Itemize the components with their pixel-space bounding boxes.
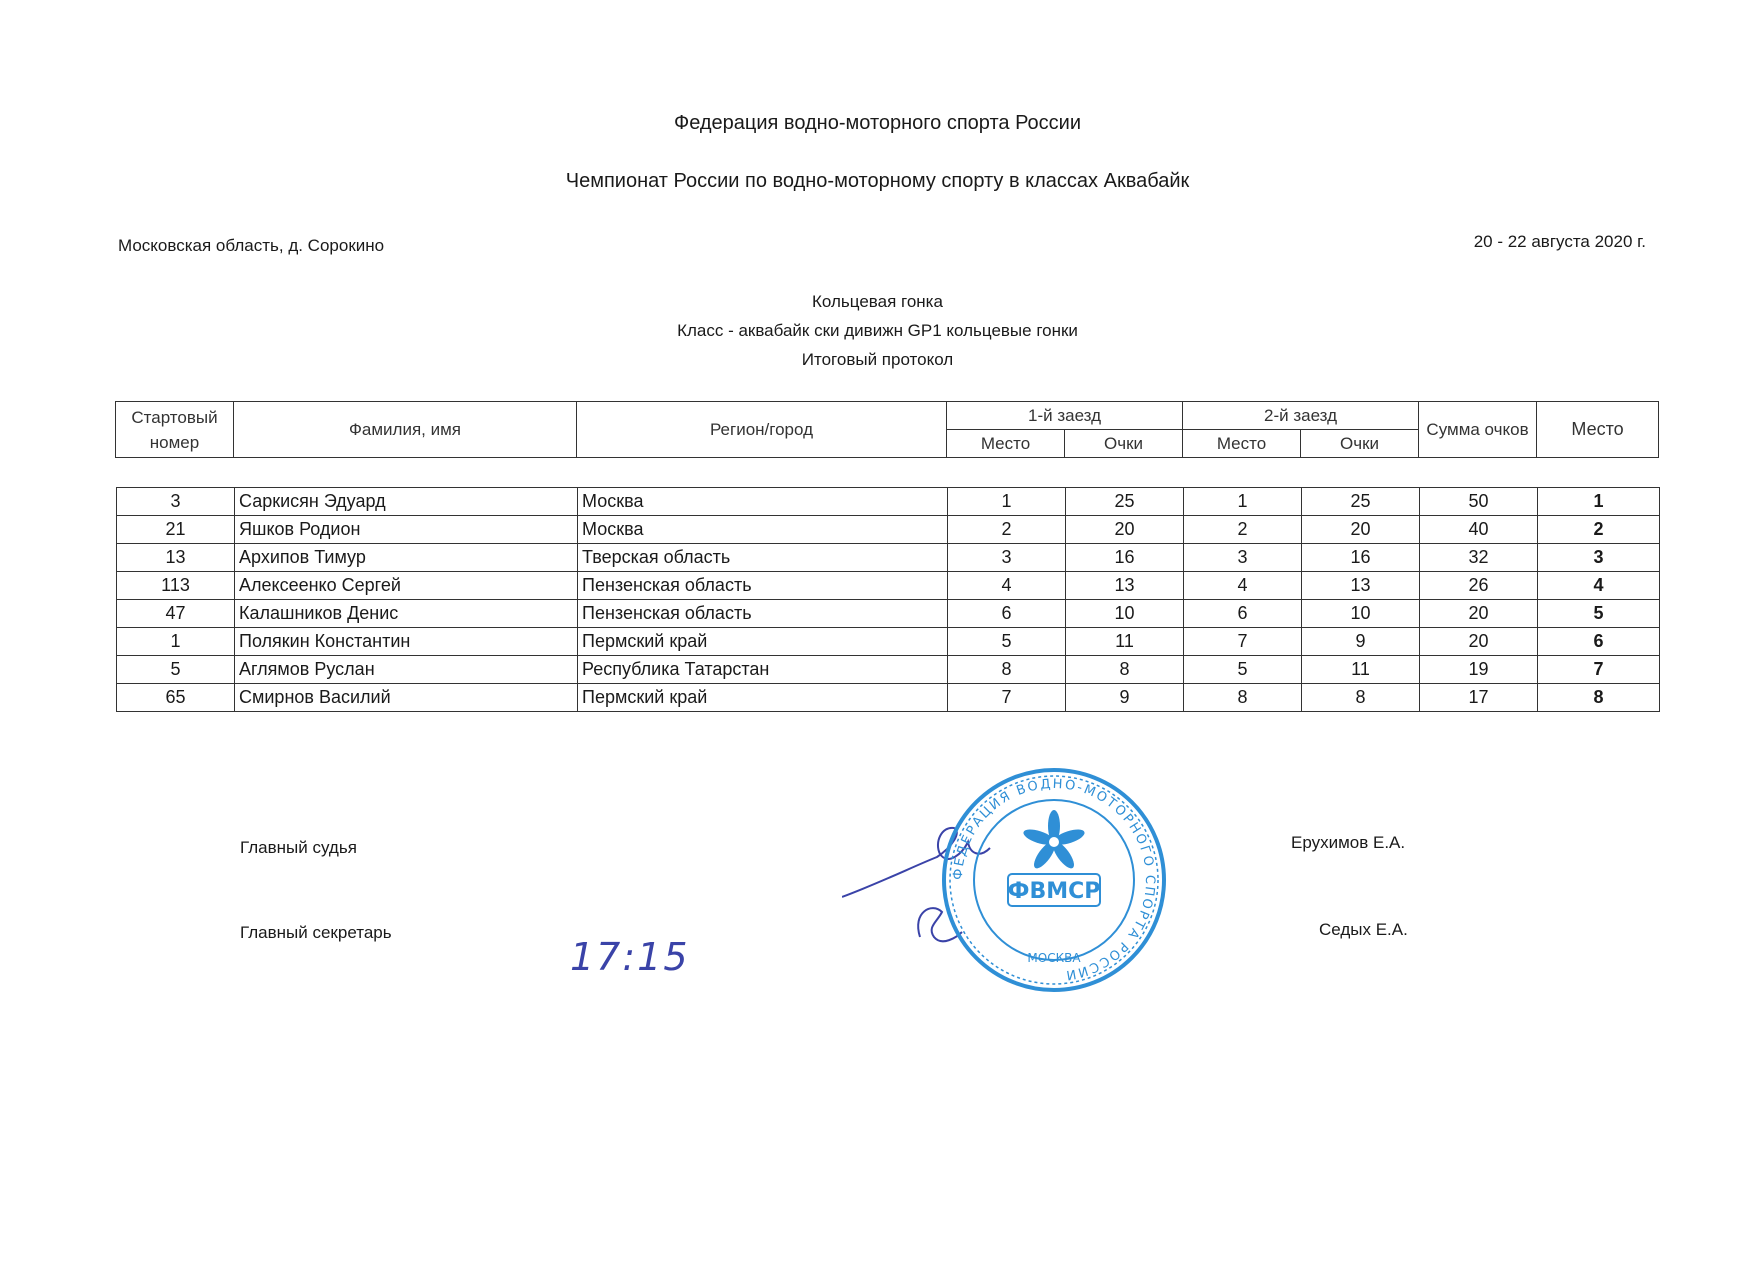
region-cell: Пермский край xyxy=(578,628,948,656)
propeller-emblem xyxy=(1022,810,1087,871)
table-row xyxy=(117,628,1660,656)
heat1-points-cell: 20 xyxy=(1066,516,1184,544)
heat1-points-cell: 8 xyxy=(1066,656,1184,684)
col-total: Сумма очков xyxy=(1419,402,1537,458)
heat1-place-cell: 8 xyxy=(948,656,1066,684)
heat2-points-cell: 8 xyxy=(1302,684,1420,712)
championship-title: Чемпионат России по водно-моторному спорту в классах Аквабайк xyxy=(565,170,1190,192)
col-heat2: 2-й заезд xyxy=(1183,402,1419,430)
chief-judge-label: Главный судья xyxy=(240,838,357,857)
total-points-cell: 40 xyxy=(1420,516,1538,544)
heat1-place-cell: 5 xyxy=(948,628,1066,656)
final-place-cell: 7 xyxy=(1538,656,1660,684)
start-number-cell: 1 xyxy=(117,628,235,656)
final-place-cell: 1 xyxy=(1538,488,1660,516)
name-cell: Смирнов Василий xyxy=(235,684,578,712)
col-place: Место xyxy=(1537,402,1659,458)
heat2-place-cell: 6 xyxy=(1184,600,1302,628)
table-row xyxy=(117,600,1660,628)
final-place-cell: 3 xyxy=(1538,544,1660,572)
name-cell: Алексеенко Сергей xyxy=(235,572,578,600)
total-points-cell: 26 xyxy=(1420,572,1538,600)
region-cell: Пензенская область xyxy=(578,572,948,600)
heat1-place-cell: 4 xyxy=(948,572,1066,600)
total-points-cell: 17 xyxy=(1420,684,1538,712)
col-heat1-place: Место xyxy=(947,430,1065,458)
col-heat1: 1-й заезд xyxy=(947,402,1183,430)
col-heat2-place: Место xyxy=(1183,430,1301,458)
heat2-place-cell: 8 xyxy=(1184,684,1302,712)
heat2-place-cell: 1 xyxy=(1184,488,1302,516)
stamp-abbreviation: ФВМСР xyxy=(1007,879,1101,904)
col-start-number: Стартовый номер xyxy=(116,402,234,458)
name-cell: Калашников Денис xyxy=(235,600,578,628)
heat2-points-cell: 13 xyxy=(1302,572,1420,600)
name-cell: Полякин Константин xyxy=(235,628,578,656)
heat1-place-cell: 3 xyxy=(948,544,1066,572)
start-number-cell: 21 xyxy=(117,516,235,544)
heat2-place-cell: 4 xyxy=(1184,572,1302,600)
stamp-city: МОСКВА xyxy=(1027,951,1081,965)
start-number-cell: 13 xyxy=(117,544,235,572)
heat1-points-cell: 25 xyxy=(1066,488,1184,516)
name-cell: Аглямов Руслан xyxy=(235,656,578,684)
name-cell: Саркисян Эдуард xyxy=(235,488,578,516)
final-place-cell: 6 xyxy=(1538,628,1660,656)
col-region: Регион/город xyxy=(577,402,947,458)
results-table xyxy=(116,487,1660,712)
table-row xyxy=(117,544,1660,572)
region-cell: Москва xyxy=(578,488,948,516)
start-number-cell: 113 xyxy=(117,572,235,600)
heat1-points-cell: 16 xyxy=(1066,544,1184,572)
total-points-cell: 19 xyxy=(1420,656,1538,684)
heat1-place-cell: 1 xyxy=(948,488,1066,516)
heat2-place-cell: 2 xyxy=(1184,516,1302,544)
heat2-place-cell: 5 xyxy=(1184,656,1302,684)
chief-secretary-name: Седых Е.А. xyxy=(1319,920,1408,939)
total-points-cell: 20 xyxy=(1420,628,1538,656)
final-place-cell: 8 xyxy=(1538,684,1660,712)
name-cell: Архипов Тимур xyxy=(235,544,578,572)
race-type: Кольцевая гонка xyxy=(812,292,943,311)
total-points-cell: 20 xyxy=(1420,600,1538,628)
region-cell: Пензенская область xyxy=(578,600,948,628)
region-cell: Пермский край xyxy=(578,684,948,712)
table-row xyxy=(117,516,1660,544)
final-place-cell: 4 xyxy=(1538,572,1660,600)
heat2-points-cell: 11 xyxy=(1302,656,1420,684)
total-points-cell: 50 xyxy=(1420,488,1538,516)
chief-secretary-label: Главный секретарь xyxy=(240,923,392,942)
results-table-header xyxy=(115,401,1659,458)
heat1-place-cell: 2 xyxy=(948,516,1066,544)
total-points-cell: 32 xyxy=(1420,544,1538,572)
heat1-points-cell: 11 xyxy=(1066,628,1184,656)
col-name: Фамилия, имя xyxy=(234,402,577,458)
organization-title: Федерация водно-моторного спорта России xyxy=(673,112,1082,134)
heat2-points-cell: 20 xyxy=(1302,516,1420,544)
event-location: Московская область, д. Сорокино xyxy=(118,236,385,255)
heat2-points-cell: 10 xyxy=(1302,600,1420,628)
heat2-points-cell: 9 xyxy=(1302,628,1420,656)
heat1-points-cell: 13 xyxy=(1066,572,1184,600)
heat2-points-cell: 16 xyxy=(1302,544,1420,572)
race-class: Класс - аквабайк ски дивижн GP1 кольцевые гонки xyxy=(677,321,1078,340)
final-place-cell: 5 xyxy=(1538,600,1660,628)
region-cell: Москва xyxy=(578,516,948,544)
col-heat1-points: Очки xyxy=(1065,430,1183,458)
table-row xyxy=(117,572,1660,600)
heat2-place-cell: 3 xyxy=(1184,544,1302,572)
heat1-place-cell: 6 xyxy=(948,600,1066,628)
event-dates: 20 - 22 августа 2020 г. xyxy=(1473,232,1646,251)
start-number-cell: 5 xyxy=(117,656,235,684)
stamp-ring-text: ФЕДЕРАЦИЯ ВОДНО-МОТОРНОГО СПОРТА РОССИИ xyxy=(950,776,1158,983)
start-number-cell: 47 xyxy=(117,600,235,628)
heat1-place-cell: 7 xyxy=(948,684,1066,712)
table-row xyxy=(117,684,1660,712)
official-stamp xyxy=(842,762,1202,997)
handwritten-time: 17:15 xyxy=(570,935,690,979)
protocol-title: Итоговый протокол xyxy=(801,350,954,369)
name-cell: Яшков Родион xyxy=(235,516,578,544)
heat1-points-cell: 10 xyxy=(1066,600,1184,628)
final-place-cell: 2 xyxy=(1538,516,1660,544)
table-row xyxy=(117,488,1660,516)
region-cell: Тверская область xyxy=(578,544,948,572)
col-heat2-points: Очки xyxy=(1301,430,1419,458)
heat2-points-cell: 25 xyxy=(1302,488,1420,516)
start-number-cell: 3 xyxy=(117,488,235,516)
heat2-place-cell: 7 xyxy=(1184,628,1302,656)
chief-judge-name: Ерухимов Е.А. xyxy=(1291,833,1406,852)
table-row xyxy=(117,656,1660,684)
start-number-cell: 65 xyxy=(117,684,235,712)
heat1-points-cell: 9 xyxy=(1066,684,1184,712)
region-cell: Республика Татарстан xyxy=(578,656,948,684)
